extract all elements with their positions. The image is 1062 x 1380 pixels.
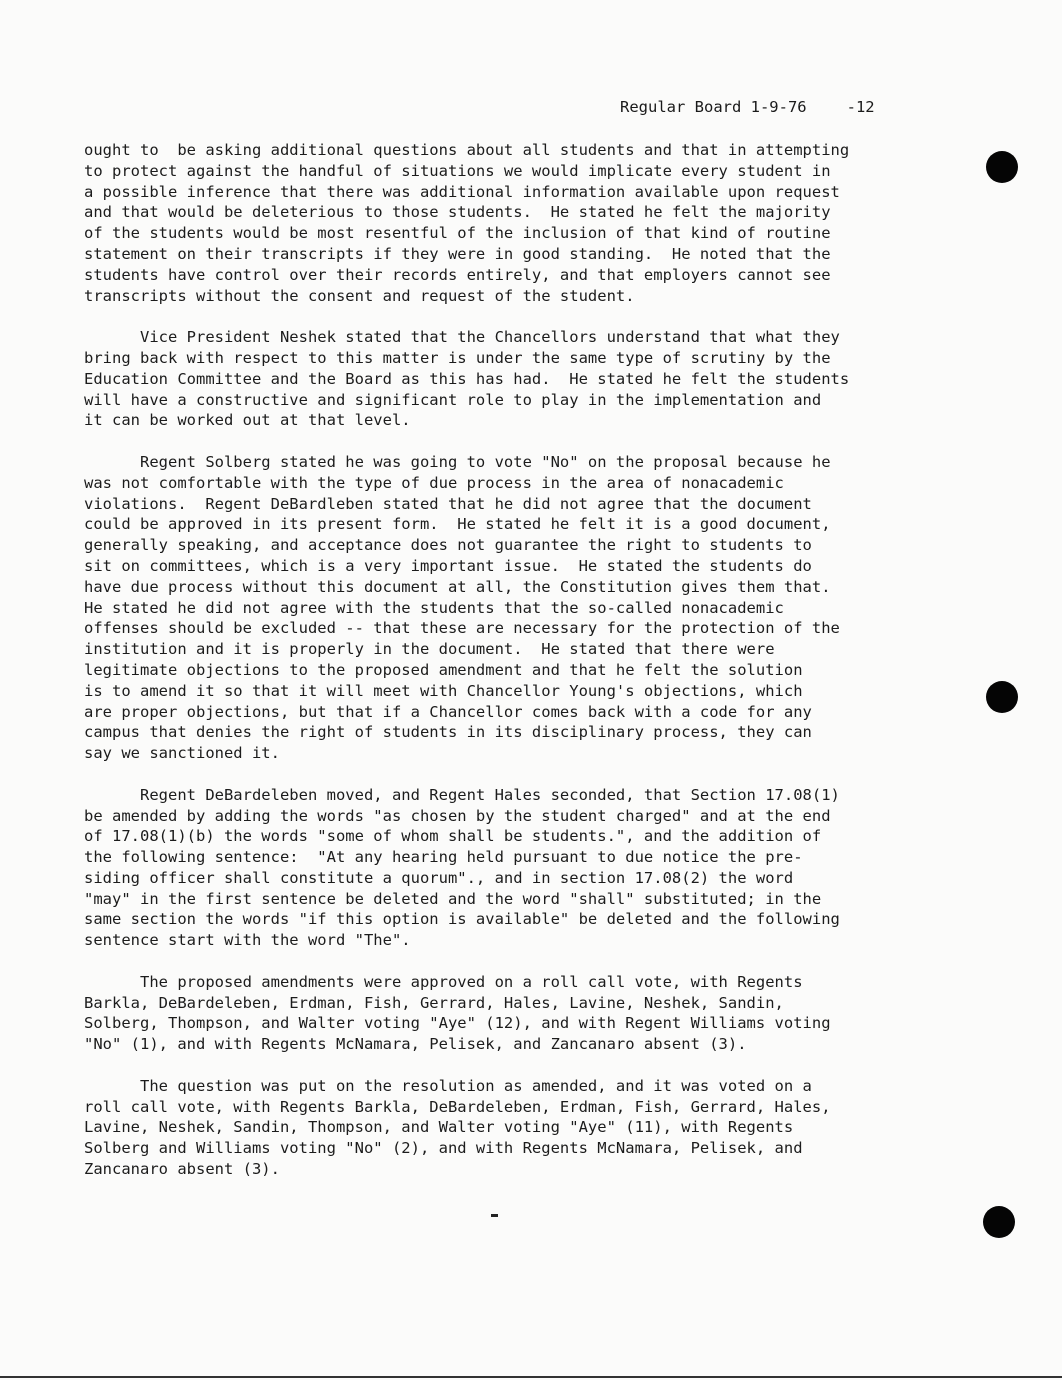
punch-hole-middle — [986, 681, 1018, 713]
header-page-number: -12 — [846, 98, 875, 116]
paragraph-1: ought to be asking additional questions about all students and that in attempting to protect against the handful of situations we would implicate every student in a possible inference that there was additional information available upon request and that would be deleterious to those students. He stated he felt the majority of the students would be most resentful of the inclusion of that kind of routine statement on their transcripts if they were in good standing. He noted that the students have control over their records entirely, and that employers cannot see transcripts without the consent and request of the student. — [84, 141, 850, 305]
document-body — [84, 140, 964, 1201]
paragraph-4: Regent DeBardeleben moved, and Regent Hales seconded, that Section 17.08(1) be amended by adding the words "as chosen by the student charged" and at the end of 17.08(1)(b) the words "some of whom shall be students.", and the addition of the following sentence: "At any hearing held pursuant to due notice the pre- siding officer shall constitute a quorum"., and in section 17.08(2) the word "may" in the first sentence be deleted and the word "shall" substituted; in the same section the words "if this option is available" be deleted and the following sentence start with the word "The". — [84, 785, 840, 950]
paragraph-6: The question was put on the resolution as amended, and it was voted on a roll call vote, with Regents Barkla, DeBardeleben, Erdman, Fish, Gerrard, Hales, Lavine, Neshek, Sandin, Thompson, and Walter voting "Aye" (11), with Regents Solberg and Williams voting "No" (2), and with Regents McNamara, Pelisek, and Zancanaro absent (3). — [84, 1076, 831, 1179]
page-header — [620, 98, 875, 116]
punch-hole-top — [986, 151, 1018, 183]
paragraph-5: The proposed amendments were approved on a roll call vote, with Regents Barkla, DeBardeleben, Erdman, Fish, Gerrard, Hales, Lavine, Neshek, Sandin, Solberg, Thompson, and Walter voting "Aye" (12), and with Regent Williams voting "No" (1), and with Regents McNamara, Pelisek, and Zancanaro absent (3). — [84, 972, 831, 1054]
punch-hole-bottom — [983, 1206, 1015, 1238]
paragraph-3: Regent Solberg stated he was going to vote "No" on the proposal because he was not comfortable with the type of due process in the area of nonacademic violations. Regent DeBardleben stated that he did not agree that the document could be approved in its present form. He stated he felt it is a good document, generally speaking, and acceptance does not guarantee the right to students to sit on committees, which is a very important issue. He stated the students do have due process without this document at all, the Constitution gives them that. He stated he did not agree with the students that the so-called nonacademic offenses should be excluded -- that these are necessary for the protection of the institution and it is properly in the document. He stated that there were legitimate objections to the proposed amendment and that he felt the solution is to amend it so that it will meet with Chancellor Young's objections, which are proper objections, but that if a Chancellor comes back with a code for any campus that denies the right of students in its disciplinary process, they can say we sanctioned it. — [84, 452, 840, 763]
dash-mark — [491, 1214, 498, 1217]
header-title: Regular Board 1-9-76 — [620, 98, 807, 116]
page-bottom-edge — [0, 1376, 1062, 1378]
paragraph-2: Vice President Neshek stated that the Chancellors understand that what they bring back with respect to this matter is under the same type of scrutiny by the Education Committee and the Board as this has had. He stated he felt the students will have a constructive and significant role to play in the implementation and it can be worked out at that level. — [84, 328, 850, 430]
